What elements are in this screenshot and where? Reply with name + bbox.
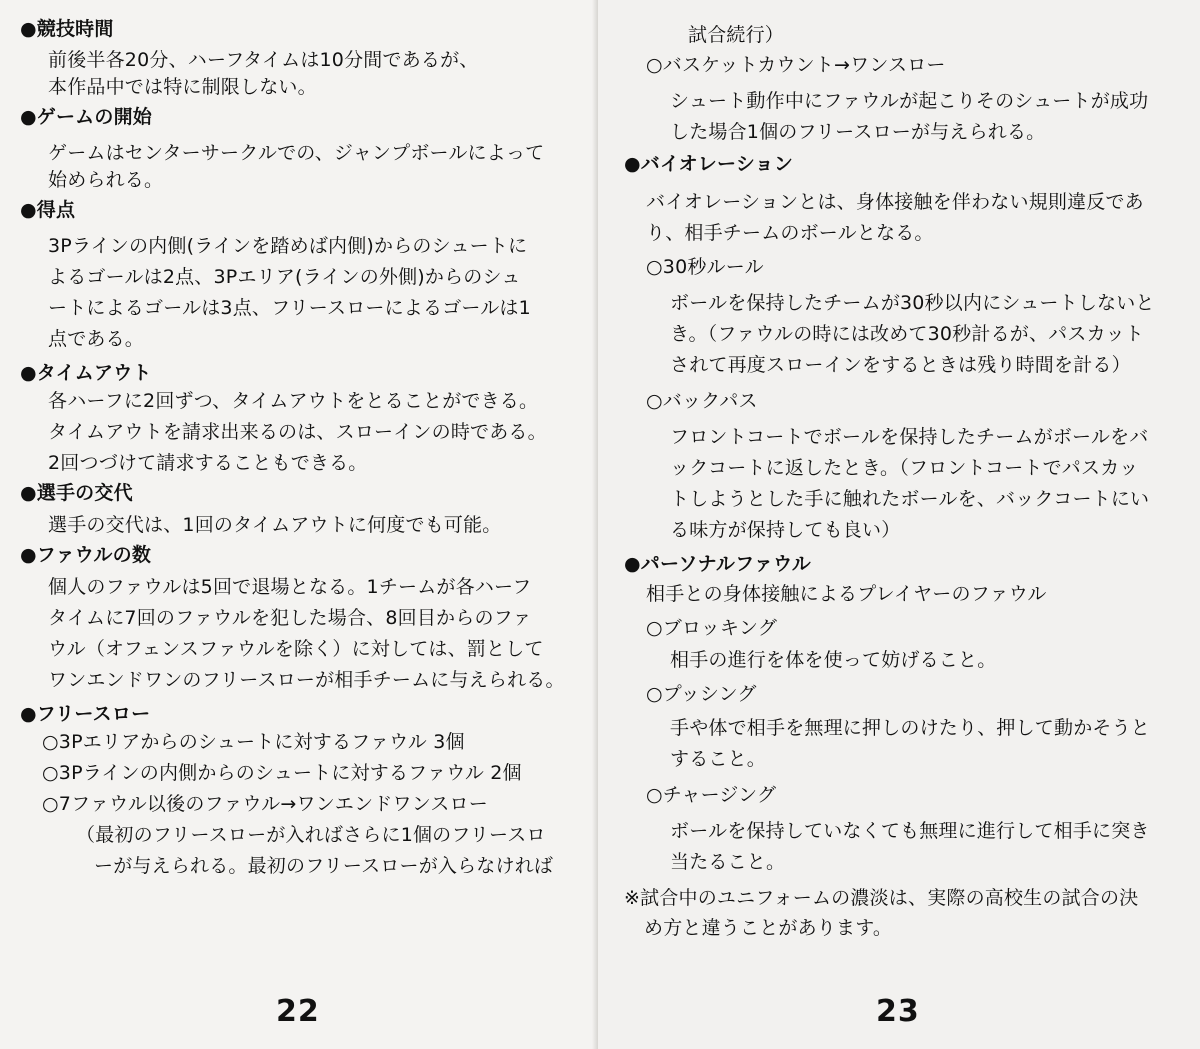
body-line: 選手の交代は、1回のタイムアウトに何度でも可能。 bbox=[48, 514, 502, 536]
body-line: タイムに7回のファウルを犯した場合、8回目からのファ bbox=[48, 607, 532, 629]
body-line: 当たること。 bbox=[670, 851, 786, 873]
note-line: め方と違うことがあります。 bbox=[644, 917, 893, 939]
list-item: ○7ファウル以後のファウル→ワンエンドワンスロー bbox=[42, 793, 488, 815]
body-line: 始められる。 bbox=[48, 169, 164, 191]
section-heading: ●フリースロー bbox=[20, 703, 151, 725]
note-line: ※試合中のユニフォームの濃淡は、実際の高校生の試合の決 bbox=[624, 887, 1139, 909]
page-number: 23 bbox=[876, 994, 920, 1029]
section-scoring bbox=[20, 197, 582, 350]
body-line: 本作品中では特に制限しない。 bbox=[48, 76, 317, 98]
section-heading: ●競技時間 bbox=[20, 18, 114, 40]
body-line: ーが与えられる。最初のフリースローが入らなければ bbox=[94, 855, 554, 877]
page-number: 22 bbox=[276, 994, 320, 1029]
section-heading: ●得点 bbox=[20, 199, 76, 221]
body-line: 試合続行） bbox=[688, 24, 785, 46]
list-item: ○3Pラインの内側からのシュートに対するファウル 2個 bbox=[42, 762, 522, 784]
body-line: よるゴールは2点、3Pエリア(ラインの外側)からのシュ bbox=[48, 266, 521, 288]
body-line: り、相手チームのボールとなる。 bbox=[646, 222, 934, 244]
body-line: フロントコートでボールを保持したチームがボールをバ bbox=[670, 426, 1149, 448]
body-line: ワンエンドワンのフリースローが相手チームに与えられる。 bbox=[48, 669, 565, 691]
body-line: されて再度スローインをするときは残り時間を計る） bbox=[670, 354, 1131, 376]
body-line: 3Pラインの内側(ラインを踏めば内側)からのシュートに bbox=[48, 235, 528, 257]
list-item: ○30秒ルール bbox=[646, 256, 764, 278]
body-line: ートによるゴールは3点、フリースローによるゴールは1 bbox=[48, 297, 531, 319]
list-item: ○3Pエリアからのシュートに対するファウル 3個 bbox=[42, 731, 465, 753]
body-line: 手や体で相手を無理に押しのけたり、押して動かそうと bbox=[670, 717, 1151, 739]
page-left bbox=[0, 0, 598, 1049]
body-line: （最初のフリースローが入ればさらに1個のフリースロ bbox=[76, 824, 546, 846]
section-game-time bbox=[20, 16, 582, 98]
body-line: る味方が保持しても良い） bbox=[670, 519, 901, 541]
body-line: シュート動作中にファウルが起こりそのシュートが成功 bbox=[670, 90, 1149, 112]
body-line: 2回つづけて請求することもできる。 bbox=[48, 452, 368, 474]
section-substitution bbox=[20, 480, 582, 536]
section-heading: ●ゲームの開始 bbox=[20, 106, 152, 128]
body-line: ボールを保持していなくても無理に進行して相手に突き bbox=[670, 820, 1150, 842]
section-timeout bbox=[20, 360, 582, 474]
section-heading: ●選手の交代 bbox=[20, 482, 133, 504]
section-heading: ●パーソナルファウル bbox=[624, 553, 811, 575]
body-line: 前後半各20分、ハーフタイムは10分間であるが、 bbox=[48, 49, 479, 71]
list-item: ○プッシング bbox=[646, 683, 757, 705]
body-line: 相手の進行を体を使って妨げること。 bbox=[670, 649, 997, 671]
body-line: した場合1個のフリースローが与えられる。 bbox=[670, 121, 1046, 143]
body-line: き。（ファウルの時には改めて30秒計るが、パスカット bbox=[670, 323, 1144, 345]
list-item: ○チャージング bbox=[646, 784, 777, 806]
body-line: タイムアウトを請求出来るのは、スローインの時である。 bbox=[48, 421, 547, 443]
body-line: 各ハーフに2回ずつ、タイムアウトをとることができる。 bbox=[48, 390, 539, 412]
list-item: ○バスケットカウント→ワンスロー bbox=[646, 54, 946, 76]
list-item: ○バックパス bbox=[646, 390, 758, 412]
body-line: 個人のファウルは5回で退場となる。1チームが各ハーフ bbox=[48, 576, 532, 598]
body-line: ックコートに返したとき。（フロントコートでパスカッ bbox=[670, 457, 1139, 479]
section-heading: ●バイオレーション bbox=[624, 153, 794, 175]
section-heading: ●ファウルの数 bbox=[20, 544, 152, 566]
page-right bbox=[598, 0, 1200, 1049]
body-line: 点である。 bbox=[48, 328, 145, 350]
body-line: ボールを保持したチームが30秒以内にシュートしないと bbox=[670, 292, 1155, 314]
body-line: ゲームはセンターサークルでの、ジャンプボールによって bbox=[48, 142, 545, 164]
section-foul-count bbox=[20, 542, 582, 691]
section-heading: ●タイムアウト bbox=[20, 362, 152, 384]
body-line: バイオレーションとは、身体接触を伴わない規則違反であ bbox=[646, 191, 1144, 213]
body-line: トしようとした手に触れたボールを、バックコートにい bbox=[670, 488, 1150, 510]
section-free-throw bbox=[20, 701, 582, 877]
body-line: ウル（オフェンスファウルを除く）に対しては、罰として bbox=[48, 638, 544, 660]
body-line: 相手との身体接触によるプレイヤーのファウル bbox=[646, 583, 1047, 605]
body-line: すること。 bbox=[670, 748, 767, 770]
list-item: ○ブロッキング bbox=[646, 617, 778, 639]
section-game-start bbox=[20, 104, 582, 191]
